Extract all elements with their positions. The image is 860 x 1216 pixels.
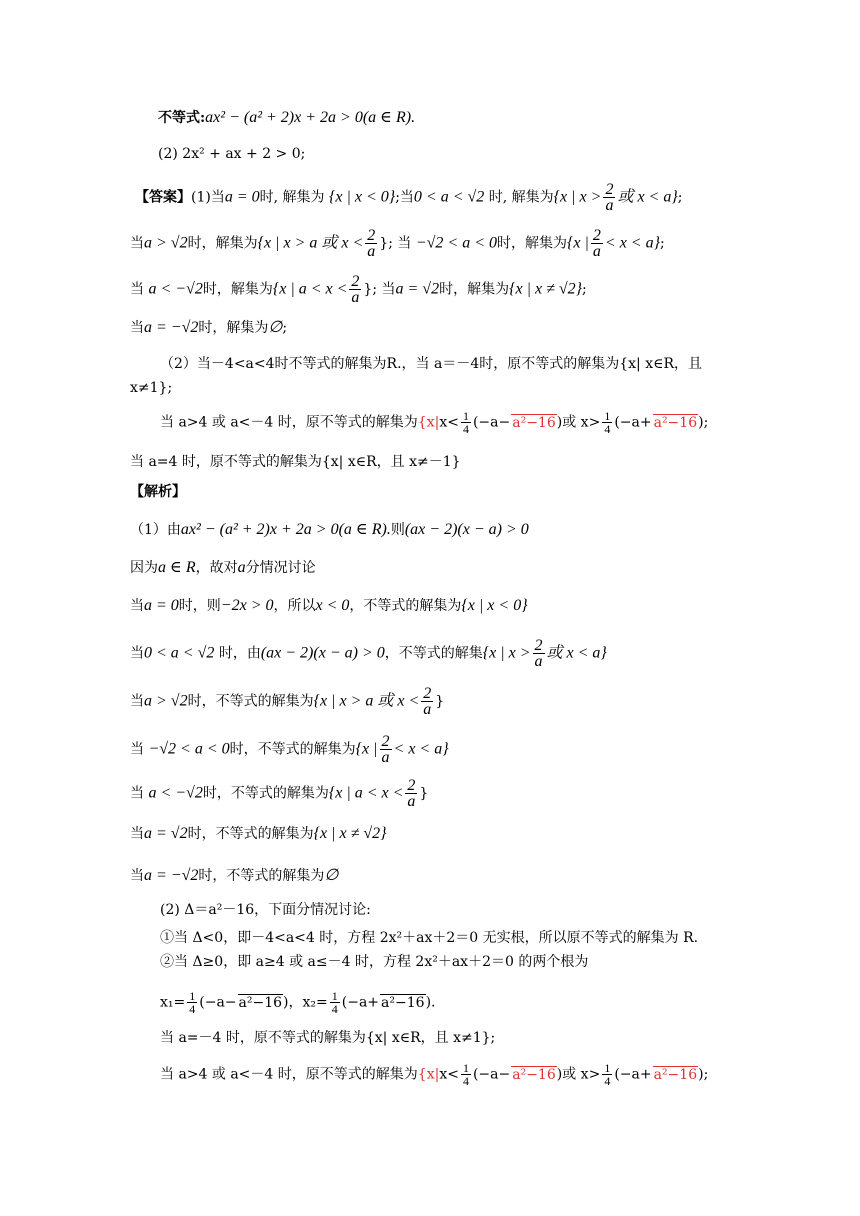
- sqrt-term: a²−16: [653, 414, 698, 431]
- problem-item-2: (2) 2x² + ax + 2 > 0;: [158, 146, 306, 162]
- answer-p2-line-1: （2）当－4<a<4时不等式的解集为R.，当 a＝－4时，原不等式的解集为{x| x∈R，且: [160, 356, 702, 372]
- analysis-p2-line-1: (2) Δ＝a²－16，下面分情况讨论:: [160, 902, 371, 918]
- answer-math: {x | x >: [553, 188, 602, 206]
- answer-text: 时, 解集为: [488, 189, 554, 206]
- problem-intro: [158, 108, 415, 128]
- fraction: $\frac{2}{a}$: [605, 181, 614, 214]
- red-set-brace: {x|: [417, 414, 440, 431]
- fraction: $\frac{1}{4}$: [604, 409, 611, 436]
- analysis-p2-line-3: ②当 Δ≥0，即 a≥4 或 a≤－4 时，方程 2x²＋ax＋2＝0 的两个根为: [160, 954, 589, 970]
- answer-math: {x | x < 0}: [329, 188, 396, 206]
- analysis-p2-line-6: 当 a>4 或 a<－4 时，原不等式的解集为{x|x< $\frac{1}{4}$ (−a− a²−16)或 x> $\frac{1}{4}$ (−a+ a²−16);: [160, 1061, 709, 1088]
- fraction: $\frac{2}{a}$: [367, 227, 376, 260]
- fraction: $\frac{2}{a}$: [351, 273, 360, 306]
- fraction: $\frac{1}{4}$: [462, 409, 469, 436]
- analysis-case-5: 当 a < −√2时，不等式的解集为{x | a < x < $\frac{2}{a}$ }: [130, 777, 429, 810]
- analysis-label: 【解析】: [130, 484, 186, 500]
- answer-math: {x | x ≠ √2}: [509, 280, 583, 298]
- problem-label: 不等式:: [158, 110, 206, 126]
- answer-text: ;: [395, 189, 400, 206]
- answer-math: < x < a}: [604, 234, 660, 252]
- analysis-line-1: （1）由ax² − (a² + 2)x + 2a > 0(a ∈ R).则(ax − 2)(x − a) > 0: [130, 521, 529, 538]
- answer-line-3: 当 a < −√2时，解集为{x | a < x < $\frac{2}{a}$ }; 当a = √2时，解集为{x | x ≠ √2};: [130, 273, 587, 306]
- answer-p2-line-4: 当 a=4 时，原不等式的解集为{x| x∈R，且 x≠－1}: [130, 454, 461, 470]
- answer-text: 当 a>4 或 a<－4 时，原不等式的解集为: [160, 414, 418, 431]
- analysis-case-3: 当a > √2时，不等式的解集为{x | x > a 或 x < $\frac{2}{a}$ }: [130, 685, 445, 718]
- answer-p2-line-2: x≠1};: [130, 380, 173, 396]
- answer-line-4: 当a = −√2时，解集为∅;: [130, 319, 288, 336]
- analysis-case-4: 当 −√2 < a < 0时，不等式的解集为{x | $\frac{2}{a}$ < x < a}: [130, 733, 449, 766]
- analysis-case-7: 当a = −√2时，不等式的解集为∅: [130, 867, 339, 884]
- answer-math: −√2 < a < 0: [415, 234, 497, 252]
- answer-math: 0 < a < √2: [413, 188, 485, 206]
- sqrt-term: a²−16: [512, 414, 556, 431]
- analysis-p2-line-2: ①当 Δ<0，即－4<a<4 时，方程 2x²＋ax＋2＝0 无实根，所以原不等式的解集为 R.: [160, 930, 699, 946]
- answer-math: {x | a < x <: [272, 280, 348, 298]
- answer-math: a = √2: [395, 280, 440, 298]
- problem-inequality: ax² − (a² + 2)x + 2a > 0(a ∈ R).: [205, 109, 416, 126]
- analysis-case-2: 当0 < a < √2 时，由(ax − 2)(x − a) > 0，不等式的解集{x | x > $\frac{2}{a}$ 或 x < a}: [130, 637, 607, 670]
- answer-math: 或 x < a}: [617, 188, 678, 206]
- answer-math: a < −√2: [148, 280, 203, 298]
- answer-math: {x | x > a 或 x <: [257, 234, 364, 252]
- analysis-p2-roots: x₁= $\frac{1}{4}$ (−a− a²−16)，x₂= $\frac{1}{4}$ (−a+ a²−16).: [160, 989, 436, 1016]
- analysis-case-6: 当a = √2时，不等式的解集为{x | x ≠ √2}: [130, 825, 387, 842]
- answer-label: 【答案】: [135, 189, 191, 206]
- answer-math: a > √2: [144, 234, 188, 252]
- answer-line-1: 【答案】(1)当a = 0时, 解集为 {x | x < 0};当0 < a < √2 时, 解集为{x | x > $\frac{2}{a}$ 或 x < a};: [135, 181, 683, 214]
- answer-math: a = 0: [224, 188, 260, 206]
- answer-math: ∅: [268, 319, 283, 336]
- answer-text: 时, 解集为: [259, 189, 325, 206]
- answer-text: (1)当: [191, 189, 225, 206]
- answer-line-2: 当a > √2时，解集为{x | x > a 或 x < $\frac{2}{a}$ }; 当 −√2 < a < 0时，解集为{x | $\frac{2}{a}$ < x < a};: [130, 227, 665, 260]
- analysis-case-1: 当a = 0时，则−2x > 0，所以x < 0，不等式的解集为{x | x < 0}: [130, 597, 528, 614]
- analysis-p2-line-5: 当 a=－4 时，原不等式的解集为{x| x∈R，且 x≠1};: [160, 1030, 496, 1046]
- answer-math: a = −√2: [144, 319, 199, 336]
- fraction: $\frac{2}{a}$: [592, 227, 601, 260]
- answer-p2-line-3: 当 a>4 或 a<－4 时，原不等式的解集为{x|x< $\frac{1}{4}$ (−a− a²−16)或 x> $\frac{1}{4}$ (−a+ a²−16);: [160, 409, 709, 436]
- analysis-line-2: 因为a ∈ R，故对a分情况讨论: [130, 559, 316, 576]
